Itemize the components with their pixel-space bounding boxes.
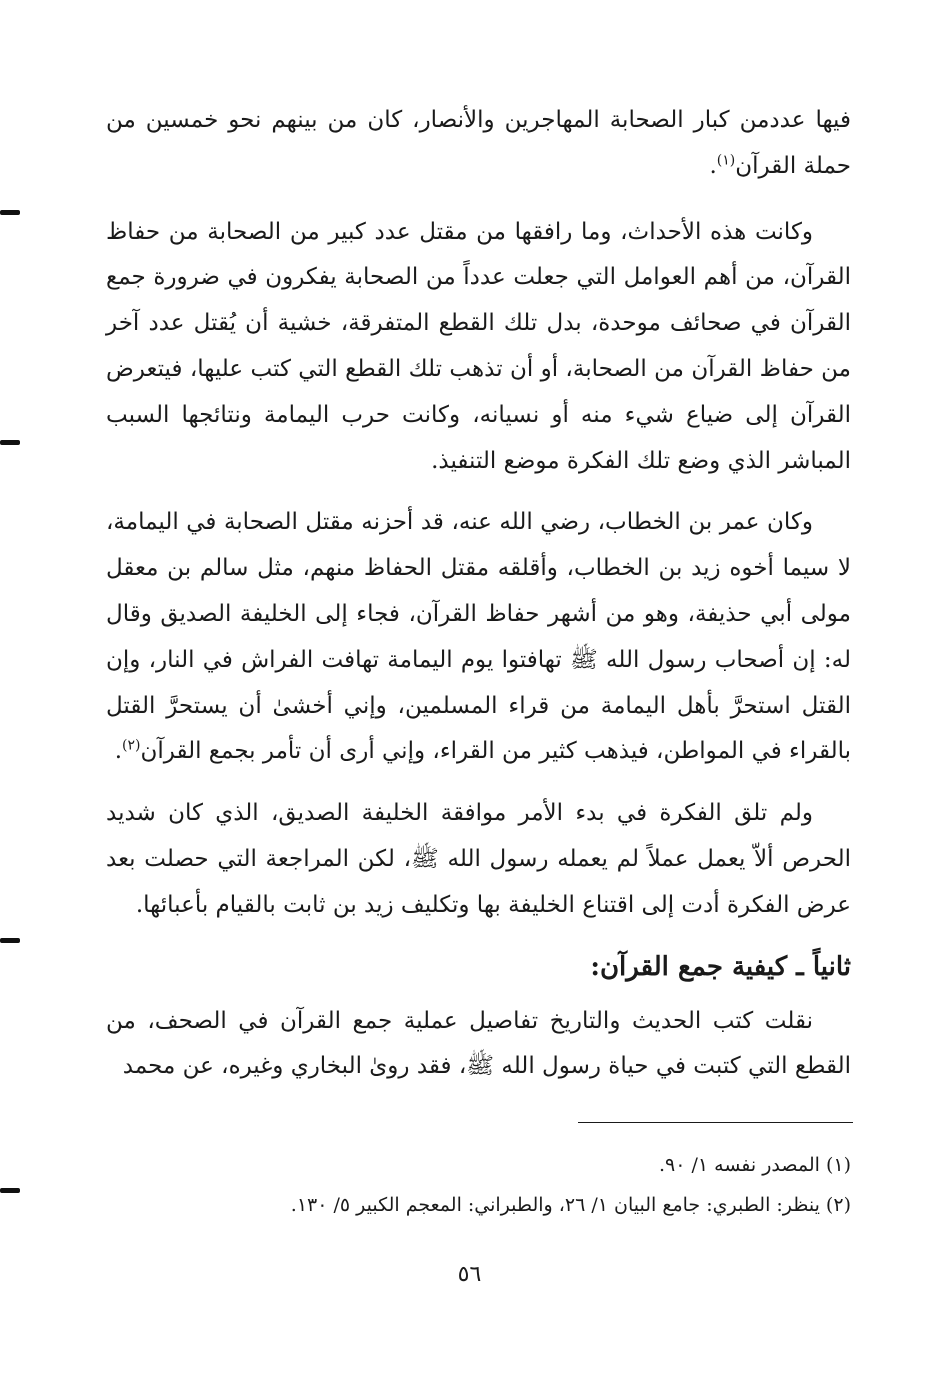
- footnotes: [106, 1145, 851, 1225]
- paragraph-continuation: فيها عددمن كبار الصحابة المهاجرين والأنصار، كان من بينهم نحو خمسين من حملة القرآن$^{(١)}$.: [106, 107, 851, 179]
- footnote-divider: [578, 1122, 853, 1123]
- footnote-ref-2[interactable]: (٢): [122, 737, 141, 754]
- scan-edge-mark: [0, 440, 20, 445]
- paragraph: وكانت هذه الأحداث، وما رافقها من مقتل عدد كبير من الصحابة من حفاظ القرآن، من أهم العوامل التي جعلت عدداً من الصحابة يفكرون في ضرورة جمع القرآن في صحائف موحدة، بدل تلك القطع المتفرقة، خشية أن يُقتل عدد آخر من حفاظ القرآن من الصحابة، أو أن تذهب تلك القطع التي كتب عليها، فيتعرض القرآن إلى ضياع شيء منه أو نسيانه، وكانت حرب اليمامة ونتائجها السبب المباشر الذي وضع تلك الفكرة موضع التنفيذ.: [106, 218, 851, 474]
- scan-edge-mark: [0, 1188, 20, 1193]
- paragraph: ولم تلق الفكرة في بدء الأمر موافقة الخليفة الصديق، الذي كان شديد الحرص ألاّ يعمل عملاً لم يعمله رسول الله ﷺ، لكن المراجعة التي حصلت بعد عرض الفكرة أدت إلى اقتناع الخليفة بها وتكليف زيد بن ثابت بالقيام بأعبائها.: [106, 800, 851, 918]
- page-number: ٥٦: [457, 1262, 482, 1287]
- footnote-ref-1[interactable]: (١): [716, 152, 736, 169]
- paragraph: نقلت كتب الحديث والتاريخ تفاصيل عملية جمع القرآن في الصحف، من القطع التي كتبت في حياة رسول الله ﷺ، فقد روىٰ البخاري وغيره، عن محمد: [106, 1007, 851, 1080]
- scan-edge-mark: [0, 210, 20, 215]
- paragraph: وكان عمر بن الخطاب، رضي الله عنه، قد أحزنه مقتل الصحابة في اليمامة، لا سيما أخوه زيد بن الخطاب، وأقلقه مقتل الحفاظ منهم، مثل سالم بن معقل مولى أبي حذيفة، وهو من أشهر حفاظ القرآن، فجاء إلى الخليفة الصديق وقال له: إن أصحاب رسول الله ﷺ تهافتوا يوم اليمامة تهافت الفراش في النار، وإن القتل استحرَّ بأهل اليمامة من قراء المسلمين، وإني أخشىٰ أن يستحرَّ القتل بالقراء في المواطن، فيذهب كثير من القراء، وإني أرى أن تأمر بجمع القرآن$^{(٢)}$.: [106, 509, 851, 765]
- footnote-1: (١) المصدر نفسه ١/ ٩٠.: [658, 1154, 851, 1176]
- section-heading: ثانياً ـ كيفية جمع القرآن:: [590, 951, 851, 982]
- footnote-2: (٢) ينظر: الطبري: جامع البيان ١/ ٢٦، والطبراني: المعجم الكبير ٥/ ١٣٠.: [290, 1194, 851, 1216]
- page-body: [106, 98, 851, 1298]
- scan-edge-mark: [0, 938, 20, 943]
